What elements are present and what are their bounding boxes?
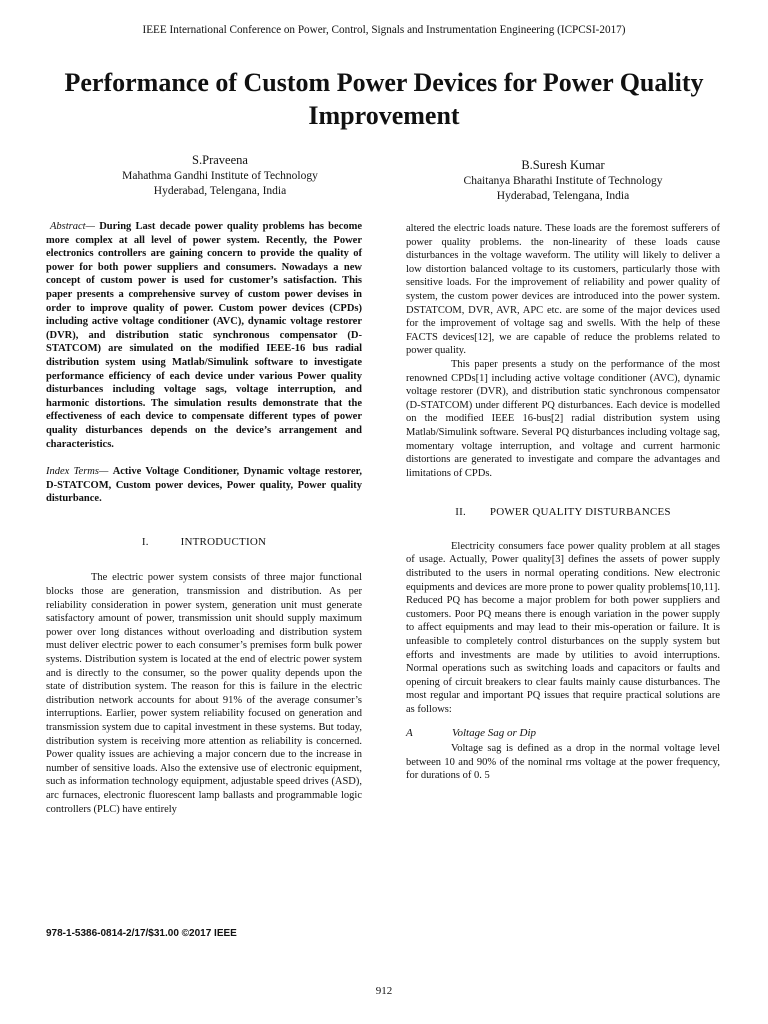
subsection-heading-voltage-sag (406, 727, 720, 741)
voltage-sag-paragraph: Voltage sag is defined as a drop in the normal voltage level between 10 and 90% of the nominal rms voltage at the power frequency, for durations of 0. 5 (406, 743, 720, 782)
index-terms-label: Index Terms (46, 466, 99, 478)
paper-title: Performance of Custom Power Devices for Power Quality Improvement (64, 68, 704, 130)
section-title: INTRODUCTION (180, 535, 267, 548)
abstract (46, 220, 362, 451)
author-location: Hyderabad, Telengana, India (153, 185, 287, 197)
author-block-2 (408, 158, 718, 205)
index-terms-text: Active Voltage Conditioner, Dynamic voltage restorer, D-STATCOM, Custom power devices, Power quality, Power quality disturbance. (46, 466, 362, 505)
subsection-letter: A (406, 726, 413, 739)
author-name: B.Suresh Kumar (521, 158, 605, 172)
introduction-paragraph: The electric power system consists of three major functional blocks those are generation, transmission and distribution. As per reliability consideration in power system, generation unit must generate satisfactory amount of power, transmission unit should supply maximum power over long distances without overloading and distribution system must deliver electric power to each consumer’s premises form bulk power systems. Distribution system is located at the end of electric power system and is directly to the consumer, so the power quality depends upon the state of distribution system. The reason for this is failure in the electric distribution network accounts for about 91% of the average consumer’s interruptions. Earlier, power system reliability focused on generation and transmission system due to capital investment in these systems. But today, distribution system is receiving more attention as reliability is concerned. Power quality issues are achieving a major concern due to the increase in number of sensitive loads. Also the extensive use of electronic equipment, such as information technology equipment, adjustable speed drives (ASD), arc furnaces, electronic fluorescent lamp ballasts and programmable logic controllers (PLC) have entirely (46, 572, 362, 815)
introduction-continuation: altered the electric loads nature. These loads are the foremost sufferers of power quality problems. the non-linearity of these loads cause disturbances in the voltage waveform. The utility will likely to deliver a low distortion balanced voltage to its customers, particularly those with sensitive loads. For the improvement of reliability and power quality of system, the custom power devices are introduced into the power system. DSTATCOM, DVR, AVR, APC etc. are some of the major devices used for the improvement of voltage sag and swells. With the help of these FACTS devices[12], we are capable of reduce the problems related to power quality. (406, 223, 720, 357)
section-title: POWER QUALITY DISTURBANCES (489, 506, 671, 519)
index-terms-dash: — (98, 466, 113, 478)
author-block-1 (80, 153, 360, 200)
abstract-dash: — (85, 221, 100, 232)
study-paragraph: This paper presents a study on the performance of the most renowned CPDs[1] including active voltage conditioner (AVC), dynamic voltage restorer (DVR), and distribution static synchronous compensator (D-STATCOM) under different PQ disturbances. Each device is modelled on the modified IEEE 16-bus[2] radial distribution system using Matlab/Simulink software. Several PQ disturbances including voltage sag, momentary voltage interruption, and voltage and current harmonic distortions are generated to investigate and compare the advantages and limitations of CPDs. (406, 358, 720, 479)
author-location: Hyderabad, Telengana, India (496, 190, 630, 202)
author-institute: Chaitanya Bharathi Institute of Technology (463, 174, 663, 187)
index-terms (46, 465, 362, 506)
author-institute: Mahathma Gandhi Institute of Technology (122, 169, 318, 182)
author-name: S.Praveena (192, 153, 248, 167)
conference-header: IEEE International Conference on Power, Control, Signals and Instrumentation Engineering (ICPCSI-2017) (142, 24, 626, 36)
page-number: 912 (375, 985, 393, 997)
left-column (46, 220, 362, 816)
section-heading-power-quality (406, 506, 720, 520)
abstract-text: During Last decade power quality problems has become more complex at all level of power system. Recently, the Power electronics controllers are gaining concern to provide the quality of power for both power suppliers and consumers. Nowadays a new concept of custom power is used for customer’s satisfaction. This paper presents a comprehensive survey of custom power devises in order to improve quality of power. Custom power devices (CPDs) including active voltage conditioner (AVC), dynamic voltage restorer (DVR), and distribution static synchronous compensator (D-STATCOM) are simulated on the modified IEEE-16 bus radial distribution system using Matlab/Simulink software to investigate performance efficiency of each device under various Power quality disturbances including voltage sags, voltage interruption, and harmonic distortions. The simulation results demonstrate that the effectiveness of each device to compensate different types of power quality disturbances depends on the device’s arrangement and characteristics. (46, 221, 362, 450)
right-column (406, 222, 720, 783)
section-number: I. (141, 535, 149, 548)
section-heading-introduction (46, 536, 362, 550)
section-number: II. (455, 506, 466, 519)
abstract-label: Abstract (50, 221, 86, 232)
power-quality-paragraph: Electricity consumers face power quality problem at all stages of usage. Actually, Power quality[3] defines the assets of power supply distributed to the users in normal operating conditions. New electronic equipments and devices are more prone to power quality problems[10,11]. Reduced PQ has become a major problem for both power suppliers and customers. Poor PQ means there is enough variation in the power supply to affect equipments and may lead to their mis-operation or failure. It is unfeasible to completely control disturbances on the supply system but efforts and investments are made by utilities to avoid interruptions. Normal operations such as switching loads and capacitors or faults and opening of circuit breakers to clear faults mainly cause disturbances. The most regular and important PQ issues that require practical solutions are as follows: (406, 540, 720, 715)
copyright-footer: 978-1-5386-0814-2/17/$31.00 ©2017 IEEE (46, 928, 237, 939)
subsection-title: Voltage Sag or Dip (452, 726, 537, 739)
